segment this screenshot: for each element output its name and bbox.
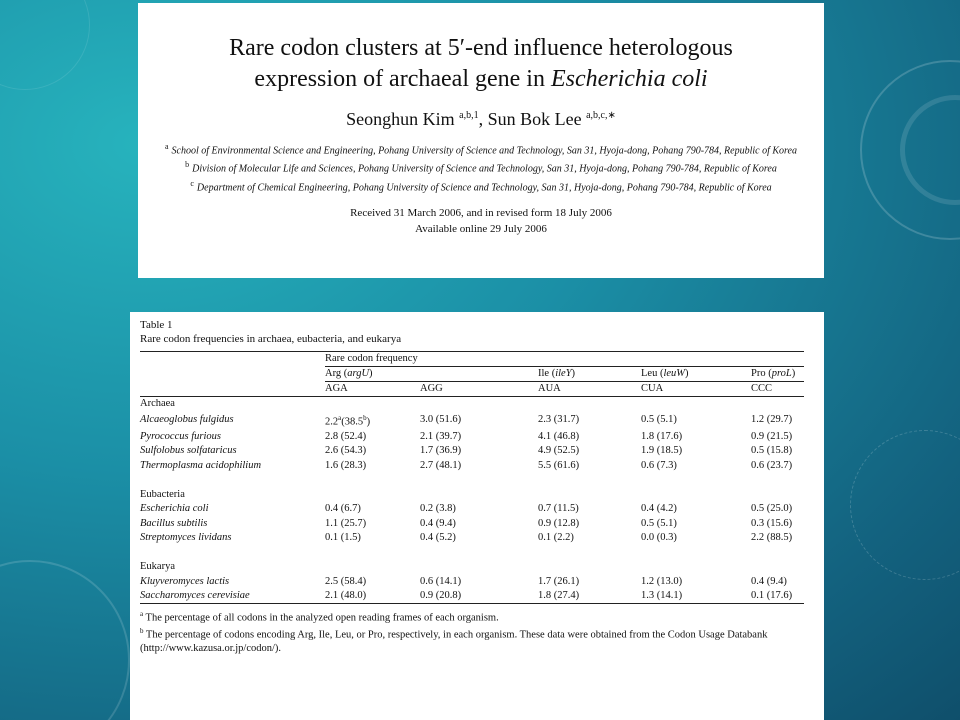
table-row	[140, 411, 804, 430]
cell-agg: 2.7 (48.1)	[420, 459, 462, 471]
trna-gene: ileY	[555, 368, 572, 379]
author-name: Seonghun Kim	[346, 109, 455, 129]
cell-agg: 0.4 (5.2)	[420, 532, 456, 544]
group-name: Eukarya	[140, 561, 175, 573]
cell-ccc: 0.5 (25.0)	[751, 503, 793, 515]
cell-value: 2.2	[325, 416, 339, 428]
decorative-circle	[860, 60, 960, 240]
cell-cua: 0.5 (5.1)	[641, 414, 677, 426]
group-header-row	[140, 560, 804, 575]
available-date: Available online 29 July 2006	[415, 222, 547, 235]
trna-gene: leuW	[663, 368, 686, 379]
cell-cua: 0.4 (4.2)	[641, 503, 677, 515]
footnote	[140, 642, 804, 656]
cell-aua: 4.9 (52.5)	[538, 445, 580, 457]
table-row	[140, 444, 804, 459]
cell-agg: 0.4 (9.4)	[420, 517, 456, 529]
aa-label: Arg (	[325, 368, 348, 379]
table-row	[140, 502, 804, 517]
cell-cua: 1.3 (14.1)	[641, 590, 683, 601]
cell-ccc: 2.2 (88.5)	[751, 532, 793, 544]
cell-aga: 2.8 (52.4)	[325, 430, 367, 442]
codon-header: AUA	[538, 383, 561, 394]
trna-gene: proL	[771, 368, 792, 379]
cell-ccc: 0.5 (15.8)	[751, 445, 793, 457]
cell-aua: 2.3 (31.7)	[538, 414, 580, 426]
paper-dates	[138, 205, 824, 237]
cell-aga: 2.1 (48.0)	[325, 590, 367, 601]
header-aa-arg	[325, 367, 538, 382]
affiliation-mark: b	[185, 160, 190, 170]
cell-aga: 1.6 (28.3)	[325, 459, 367, 471]
paper-title-line1: Rare codon clusters at 5′-end influence heterologous	[229, 35, 733, 61]
cell-aua: 0.7 (11.5)	[538, 503, 579, 515]
aa-label: Ile (	[538, 368, 556, 379]
organism-name: Thermoplasma acidophilium	[140, 459, 262, 471]
footnote-text: (http://www.kazusa.or.jp/codon/).	[140, 643, 282, 654]
table-row	[140, 517, 804, 532]
cell-cua: 0.6 (7.3)	[641, 459, 677, 471]
organism-name: Alcaeoglobus fulgidus	[140, 414, 234, 426]
cell-aua: 0.9 (12.8)	[538, 517, 580, 529]
table-row	[140, 531, 804, 546]
header-aa-leu	[641, 367, 751, 382]
organism-name: Sulfolobus solfataricus	[140, 445, 237, 457]
table-footnotes	[140, 608, 804, 656]
cell-ccc: 0.3 (15.6)	[751, 517, 793, 529]
group-name: Eubacteria	[140, 488, 185, 500]
header-aa-ile	[538, 367, 641, 382]
table-header-row	[140, 352, 804, 367]
cell-cua: 0.5 (5.1)	[641, 517, 677, 529]
paren: )	[571, 368, 576, 379]
table-row	[140, 459, 804, 474]
cell-ccc: 0.6 (23.7)	[751, 459, 793, 471]
group-header-row	[140, 397, 804, 412]
author-affiliation-marks: a,b,1	[459, 110, 479, 121]
footnote	[140, 625, 804, 642]
table-caption: Rare codon frequencies in archaea, eubacteria, and eukarya	[140, 333, 402, 345]
cell-aga: 0.4 (6.7)	[325, 503, 361, 515]
codon-header: CUA	[641, 383, 664, 394]
cell-agg: 0.9 (20.8)	[420, 590, 462, 601]
organism-name: Streptomyces lividans	[140, 532, 232, 544]
footnote-mark: a	[338, 414, 342, 422]
footnote-text: The percentage of codons encoding Arg, Ile, Leu, or Pro, respectively, in each organism. These data were obtained from the Codon Usage Databank	[143, 629, 768, 641]
affiliation-text: Department of Chemical Engineering, Pohang University of Science and Technology, San 31, Hyoja-dong, Pohang 790-784, Republic of Korea	[196, 181, 772, 193]
table-codon-row	[140, 382, 804, 397]
table-row	[140, 430, 804, 445]
organism-name: Bacillus subtilis	[140, 517, 208, 529]
received-date: Received 31 March 2006, and in revised form 18 July 2006	[350, 206, 612, 219]
cell-agg: 3.0 (51.6)	[420, 414, 462, 426]
paren: )	[791, 368, 796, 379]
author-affiliation-marks: a,b,c,∗	[586, 110, 616, 121]
author-separator: ,	[478, 109, 488, 129]
organism-name: Escherichia coli	[140, 503, 209, 515]
cell-value: (38.5	[341, 416, 364, 428]
footnote-mark: b	[140, 627, 144, 635]
paper-title-line2	[178, 64, 784, 95]
affiliation-mark: c	[190, 178, 194, 188]
cell-agg: 1.7 (36.9)	[420, 445, 462, 457]
aa-label: Leu (	[641, 368, 664, 379]
paper-header-image	[138, 3, 824, 278]
cell-aua: 5.5 (61.6)	[538, 459, 580, 471]
author-name: Sun Bok Lee	[487, 109, 582, 129]
cell-aua: 4.1 (46.8)	[538, 430, 580, 442]
cell-agg: 0.6 (14.1)	[420, 575, 462, 587]
cell-aga	[325, 411, 420, 430]
cell-ccc: 0.9 (21.5)	[751, 430, 793, 442]
cell-cua: 0.0 (0.3)	[641, 532, 677, 544]
cell-cua: 1.8 (17.6)	[641, 430, 683, 442]
codon-table-image	[130, 312, 824, 720]
cell-agg: 0.2 (3.8)	[420, 503, 456, 515]
decorative-circle	[850, 430, 960, 580]
paper-authors	[138, 109, 824, 130]
cell-aua: 1.8 (27.4)	[538, 590, 580, 601]
cell-value: )	[366, 416, 371, 428]
organism-name: Saccharomyces cerevisiae	[140, 590, 250, 601]
codon-frequency-table	[140, 352, 804, 604]
affiliation-line	[138, 177, 824, 195]
organism-name: Kluyveromyces lactis	[140, 575, 230, 587]
cell-ccc: 1.2 (29.7)	[751, 414, 793, 426]
affiliations	[138, 140, 824, 195]
footnote	[140, 608, 804, 625]
decorative-circle	[900, 95, 960, 205]
footnote-mark: b	[363, 414, 367, 422]
cell-ccc: 0.4 (9.4)	[751, 575, 787, 587]
paren: )	[685, 368, 689, 379]
footnote-mark: a	[140, 610, 144, 618]
cell-cua: 1.2 (13.0)	[641, 575, 683, 587]
cell-aga: 2.5 (58.4)	[325, 575, 367, 587]
decorative-circle	[0, 0, 90, 90]
affiliation-text: Division of Molecular Life and Sciences, Pohang University of Science and Technology, San 31, Hyoja-dong, Pohang 790-784, Republic of Korea	[192, 163, 777, 175]
cell-agg: 2.1 (39.7)	[420, 430, 462, 442]
paren: )	[369, 368, 373, 379]
table-row	[140, 575, 804, 590]
affiliation-text: School of Environmental Science and Engineering, Pohang University of Science and Technology, San 31, Hyoja-dong, Pohang 790-784, Republic of Korea	[171, 145, 797, 157]
table-label: Table 1	[140, 319, 173, 331]
cell-aga: 1.1 (25.7)	[325, 517, 367, 529]
codon-header: AGA	[325, 383, 348, 394]
decorative-circle	[0, 560, 130, 720]
group-header-row	[140, 488, 804, 503]
codon-header: CCC	[751, 383, 773, 394]
paper-title-organism: Escherichia coli	[550, 66, 708, 92]
organism-name: Pyrococcus furious	[140, 430, 221, 442]
table-header-row	[140, 367, 804, 382]
affiliation-line	[138, 140, 824, 158]
group-name: Archaea	[140, 398, 175, 409]
cell-aua: 1.7 (26.1)	[538, 575, 580, 587]
footnote-text: The percentage of all codons in the analyzed open reading frames of each organism.	[143, 612, 499, 624]
aa-label: Pro (	[751, 368, 772, 379]
codon-header: AGG	[420, 383, 443, 394]
affiliation-mark: a	[164, 142, 169, 151]
cell-ccc: 0.1 (17.6)	[751, 590, 793, 601]
cell-aga: 2.6 (54.3)	[325, 445, 367, 457]
affiliation-line	[138, 158, 824, 176]
header-aa-pro	[751, 367, 804, 382]
cell-aua: 0.1 (2.2)	[538, 532, 574, 544]
paper-title	[138, 33, 824, 95]
trna-gene: argU	[347, 368, 370, 379]
header-group-label: Rare codon frequency	[325, 352, 804, 367]
paper-title-prefix: expression of archaeal gene in	[254, 66, 551, 92]
cell-cua: 1.9 (18.5)	[641, 445, 683, 457]
cell-aga: 0.1 (1.5)	[325, 532, 361, 544]
table-row	[140, 589, 804, 604]
